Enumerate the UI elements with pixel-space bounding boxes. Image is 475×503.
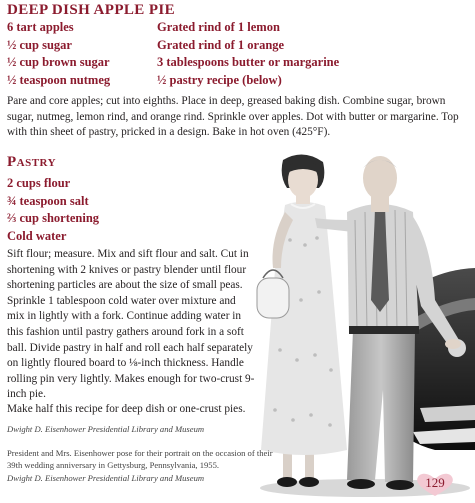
caption-text: President and Mrs. Eisenhower pose for their portrait on the occasion of their 39th wedding anniversary in Gettysburg, Pennsylvania, 1955.: [7, 448, 273, 471]
ingredient-item: ½ cup sugar: [7, 37, 72, 52]
pie-directions: [7, 94, 462, 141]
pastry-heading: Pastry: [7, 154, 57, 170]
ingredient-item: Grated rind of 1 lemon: [157, 20, 280, 34]
pie-ingredients-right: [157, 19, 339, 89]
page-number: 129: [425, 475, 445, 490]
ingredient-item: ¾ teaspoon salt: [7, 193, 89, 208]
ingredient-item: Grated rind of 1 orange: [157, 37, 285, 52]
pie-directions-text: Pare and core apples; cut into eighths. Place in deep, greased baking dish. Combine sugar, brown sugar, nutmeg, lemon rind, and orange rind. Sprinkle over apples. Dot with butter or margarine. Top with thin sheet of pastry, pricked in a design. Bake in hot oven (425°F).: [7, 95, 459, 139]
ingredient-item: ½ pastry recipe (below): [157, 72, 282, 87]
pastry-note: [7, 402, 307, 418]
page-number-badge: [410, 472, 460, 498]
ingredient-item: ½ cup brown sugar: [7, 55, 110, 69]
handbag-shape: [257, 278, 289, 318]
recipe-title: DEEP DISH APPLE PIE: [7, 2, 176, 18]
ingredient-item: ½ teaspoon nutmeg: [7, 72, 111, 87]
pastry-directions: [7, 247, 255, 403]
ingredient-item: 2 cups flour: [7, 176, 71, 190]
caption-credit: Dwight D. Eisenhower Presidential Library and Museum: [7, 472, 205, 483]
photo-caption: [7, 447, 277, 484]
pastry-ingredients: [7, 175, 99, 245]
ingredient-item: Cold water: [7, 228, 67, 243]
ingredient-item: 6 tart apples: [7, 20, 74, 34]
trousers-shape: [347, 330, 415, 482]
pastry-note-text: Make half this recipe for deep dish or one-crust pies.: [7, 403, 246, 415]
pastry-directions-text: Sift flour; measure. Mix and sift flour and salt. Cut in shortening with 2 knives or pastry blender until flour shortening particles are about the size of small peas. Sprinkle 1 tablespoon cold water over mixture and mix in lightly with a fork. Continue adding water in this fashion until pastry gathers around fork in a soft ball. Divide pastry in half and roll each half separately on lightly floured board to ⅛-inch thickness. Handle rolling pin very lightly. Makes enough for two-crust 9-inch pie.: [7, 248, 255, 401]
ingredient-item: 3 tablespoons butter or margarine: [157, 55, 340, 69]
pie-ingredients-left: [7, 19, 110, 89]
ingredient-item: ⅔ cup shortening: [7, 211, 100, 225]
photo-credit: Dwight D. Eisenhower Presidential Library and Museum: [7, 424, 205, 434]
